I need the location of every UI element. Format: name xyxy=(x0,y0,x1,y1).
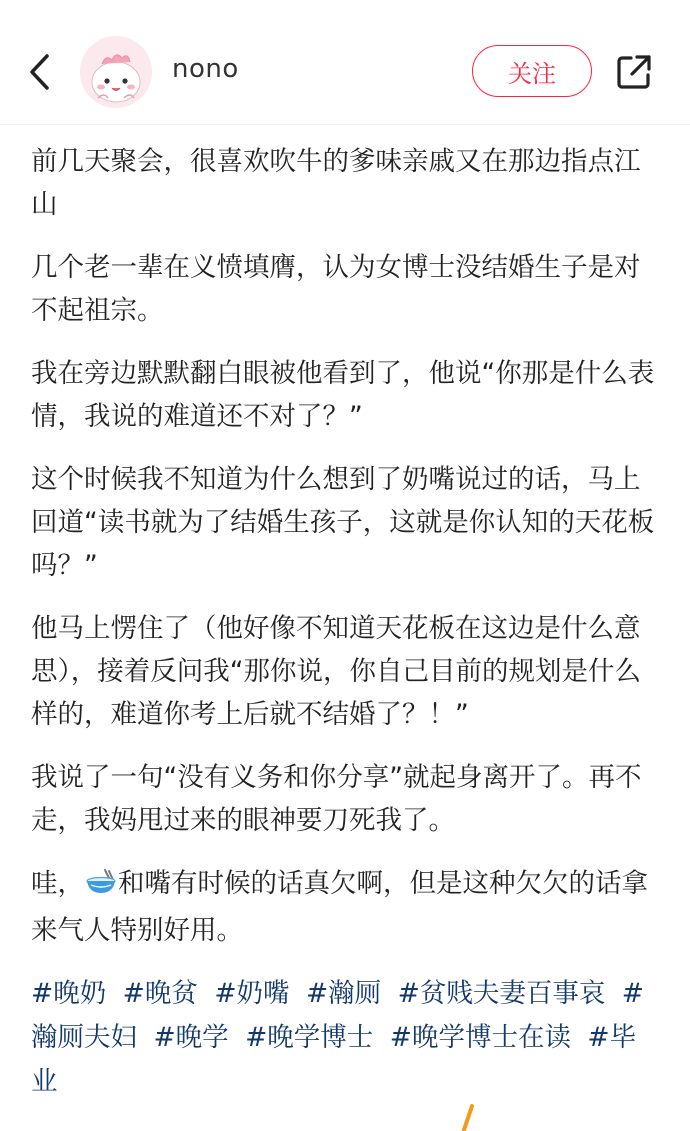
hashtag[interactable]: #晚奶 xyxy=(31,978,107,1009)
paragraph-3: 我在旁边默默翻白眼被他看到了，他说“你那是什么表情，我说的难道还不对了？” xyxy=(31,358,655,432)
bowl-emoji-icon xyxy=(85,866,117,909)
orange-stroke-mark xyxy=(458,1104,478,1131)
share-button[interactable] xyxy=(612,50,656,94)
paragraph-7-end: 和嘴有时候的话真欠啊，但是这种欠欠的话拿来气人特别好用。 xyxy=(31,868,648,946)
hashtag[interactable]: #贫贱夫妻百事哀 xyxy=(397,978,606,1009)
avatar-image xyxy=(80,36,152,108)
username[interactable]: nono xyxy=(172,54,239,84)
avatar[interactable] xyxy=(80,36,152,108)
hashtag[interactable]: #瀚厕夫妇 xyxy=(31,978,644,1053)
paragraph-2: 几个老一辈在义愤填膺，认为女博士没结婚生子是对不起祖宗。 xyxy=(31,252,641,326)
post-body xyxy=(31,140,656,1104)
paragraph-5: 他马上愣住了（他好像不知道天花板在这边是什么意思），接着反问我“那你说，你自己目前的规划是什么样的，难道你考上后就不结婚了？！” xyxy=(31,613,641,730)
back-button[interactable] xyxy=(22,50,58,94)
hashtag[interactable]: #晚学 xyxy=(153,1022,229,1053)
share-icon xyxy=(615,53,653,91)
hashtag[interactable]: #瀚厕 xyxy=(305,978,382,1009)
hashtag[interactable]: #奶嘴 xyxy=(214,978,290,1009)
hashtag[interactable]: #晚学博士 xyxy=(245,1022,374,1053)
chevron-left-icon xyxy=(27,52,53,92)
paragraph-6: 我说了一句“没有义务和你分享”就起身离开了。再不走，我妈甩过来的眼神要刀死我了。 xyxy=(31,762,642,836)
hashtag-list xyxy=(31,972,656,1104)
hashtag[interactable]: #晚学博士在读 xyxy=(389,1022,571,1053)
paragraph-4: 这个时候我不知道为什么想到了奶嘴说过的话，马上回道“读书就为了结婚生孩子，这就是你认知的天花板吗？” xyxy=(31,464,655,581)
hashtag[interactable]: #晚贫 xyxy=(122,978,198,1009)
post-header xyxy=(0,0,690,125)
follow-button[interactable]: 关注 xyxy=(472,45,592,97)
hashtag[interactable]: #毕业 xyxy=(31,1022,637,1097)
paragraph-7-start: 哇， xyxy=(31,868,84,899)
paragraph-1: 前几天聚会，很喜欢吹牛的爹味亲戚又在那边指点江山 xyxy=(31,146,641,220)
paragraph-7 xyxy=(31,862,656,952)
